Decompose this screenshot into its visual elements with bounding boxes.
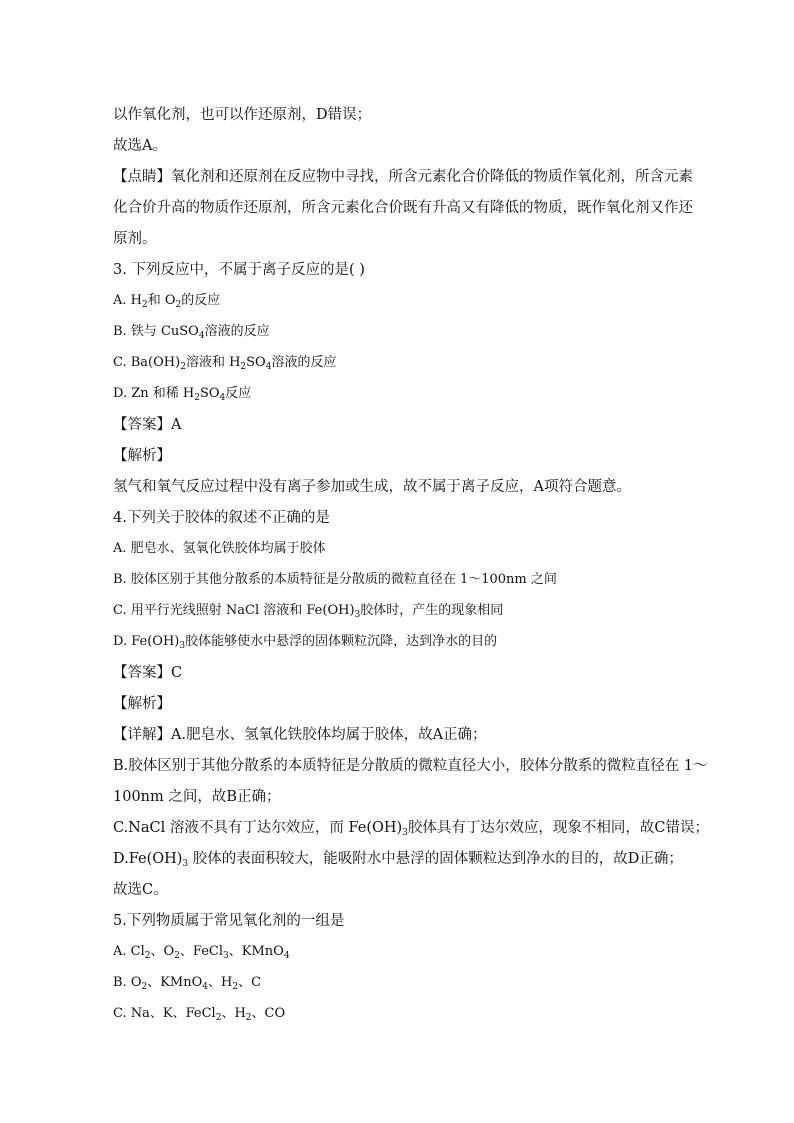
subscript: 2 (142, 300, 148, 310)
subscript: 3 (402, 828, 408, 838)
question-5-option-b (113, 973, 261, 993)
text-segment: C.NaCl 溶液不具有丁达尔效应，而 Fe(OH) (113, 820, 403, 836)
subscript: 2 (175, 300, 182, 310)
text-segment: 、H (208, 975, 233, 990)
subscript: 3 (223, 951, 229, 961)
question-3-option-a (113, 291, 220, 311)
text-segment: 反应 (225, 386, 252, 401)
subscript: 2 (180, 362, 186, 372)
subscript: 4 (265, 362, 272, 372)
text-segment: 和 O (147, 293, 176, 308)
subscript: 2 (245, 1013, 252, 1023)
question-5-stem: 5.下列物质属于常见氧化剂的一组是 (113, 913, 345, 929)
subscript: 3 (182, 859, 189, 869)
text-segment: A. Cl (113, 944, 145, 959)
text-segment: D.Fe(OH) (113, 851, 183, 867)
subscript: 4 (202, 982, 209, 992)
text-line-2: 故选A。 (113, 138, 167, 154)
question-5-option-a (113, 942, 290, 962)
tip-paragraph-line-1: 【点睛】氧化剂和还原剂在反应物中寻找，所含元素化合价降低的物质作氧化剂，所含元素 (113, 169, 693, 185)
question-4-detail-a: 【详解】A.肥皂水、氢氧化铁胶体均属于胶体，故A正确； (113, 727, 487, 743)
question-3-stem: 3. 下列反应中，不属于离子反应的是( ) (113, 262, 365, 278)
subscript: 2 (240, 362, 247, 372)
question-4-stem: 4.下列关于胶体的叙述不正确的是 (113, 510, 330, 526)
question-4-detail-b-line-1: B.胶体区别于其他分散系的本质特征是分散质的微粒直径大小，胶体分散系的微粒直径在 1～ (113, 758, 708, 774)
question-4-detail-d (113, 849, 683, 869)
tip-paragraph-line-2: 化合价升高的物质作还原剂，所含元素化合价既有升高又有降低的物质，既作氧化剂又作还 (113, 200, 693, 216)
subscript: 2 (215, 1013, 222, 1023)
question-3-answer: 【答案】A (113, 417, 182, 433)
tip-paragraph-line-3: 原剂。 (113, 231, 157, 247)
question-4-option-a: A. 肥皂水、氢氧化铁胶体均属于胶体 (113, 541, 326, 556)
question-3-analysis: 氢气和氧气反应过程中没有离子参加或生成，故不属于离子反应，A项符合题意。 (113, 479, 631, 495)
question-4-detail-b-line-2: 100nm 之间，故B正确； (113, 789, 281, 805)
subscript: 3 (354, 610, 361, 620)
subscript: 2 (232, 982, 239, 992)
subscript: 2 (141, 982, 148, 992)
text-segment: 溶液的反应 (204, 324, 270, 339)
question-4-conclusion: 故选C。 (113, 882, 168, 898)
text-segment: 、O (150, 944, 175, 959)
subscript: 2 (194, 393, 200, 403)
question-3-analysis-heading: 【解析】 (113, 448, 171, 464)
question-4-answer: 【答案】C (113, 665, 183, 681)
text-segment: B. 铁与 CuSO (113, 324, 199, 339)
text-line-1: 以作氧化剂，也可以作还原剂，D错误； (113, 107, 372, 123)
subscript: 4 (219, 393, 226, 403)
text-segment: 、CO (251, 1006, 286, 1021)
question-5-option-c (113, 1004, 285, 1024)
text-segment: D. Zn 和稀 H (113, 386, 195, 401)
question-3-option-b (113, 322, 270, 342)
text-segment: C. Ba(OH) (113, 355, 181, 370)
question-3-option-c (113, 353, 336, 373)
text-segment: 的反应 (181, 293, 221, 308)
subscript: 3 (179, 641, 186, 651)
text-segment: A. H (113, 293, 142, 308)
subscript: 4 (283, 951, 290, 961)
text-segment: C. Na、K、FeCl (113, 1006, 216, 1021)
text-segment: 、FeCl (179, 944, 224, 959)
question-4-option-b: B. 胶体区别于其他分散系的本质特征是分散质的微粒直径在 1～100nm 之间 (113, 572, 557, 587)
question-4-detail-c (113, 818, 709, 838)
text-segment: 、C (238, 975, 262, 990)
text-segment: 胶体具有丁达尔效应，现象不相同，故C错误； (407, 820, 709, 836)
text-segment: 、KMnO (147, 975, 203, 990)
text-segment: C. 用平行光线照射 NaCl 溶液和 Fe(OH) (113, 603, 355, 618)
text-segment: 、KMnO (228, 944, 284, 959)
text-segment: 溶液和 H (185, 355, 241, 370)
text-segment: 、H (221, 1006, 246, 1021)
question-4-option-d (113, 632, 497, 652)
text-segment: 胶体时，产生的现象相同 (360, 603, 504, 618)
subscript: 2 (144, 951, 151, 961)
question-4-option-c (113, 601, 503, 621)
text-segment: 胶体能够使水中悬浮的固体颗粒沉降，达到净水的目的 (185, 634, 498, 649)
text-segment: SO (246, 355, 266, 370)
question-4-analysis-heading: 【解析】 (113, 696, 171, 712)
subscript: 4 (198, 331, 205, 341)
subscript: 2 (174, 951, 180, 961)
text-segment: SO (199, 386, 220, 401)
text-segment: B. O (113, 975, 142, 990)
text-segment: 胶体的表面积较大，能吸附水中悬浮的固体颗粒达到净水的目的，故D正确； (188, 851, 683, 867)
text-segment: D. Fe(OH) (113, 634, 180, 649)
text-segment: 溶液的反应 (271, 355, 337, 370)
question-3-option-d (113, 384, 251, 404)
